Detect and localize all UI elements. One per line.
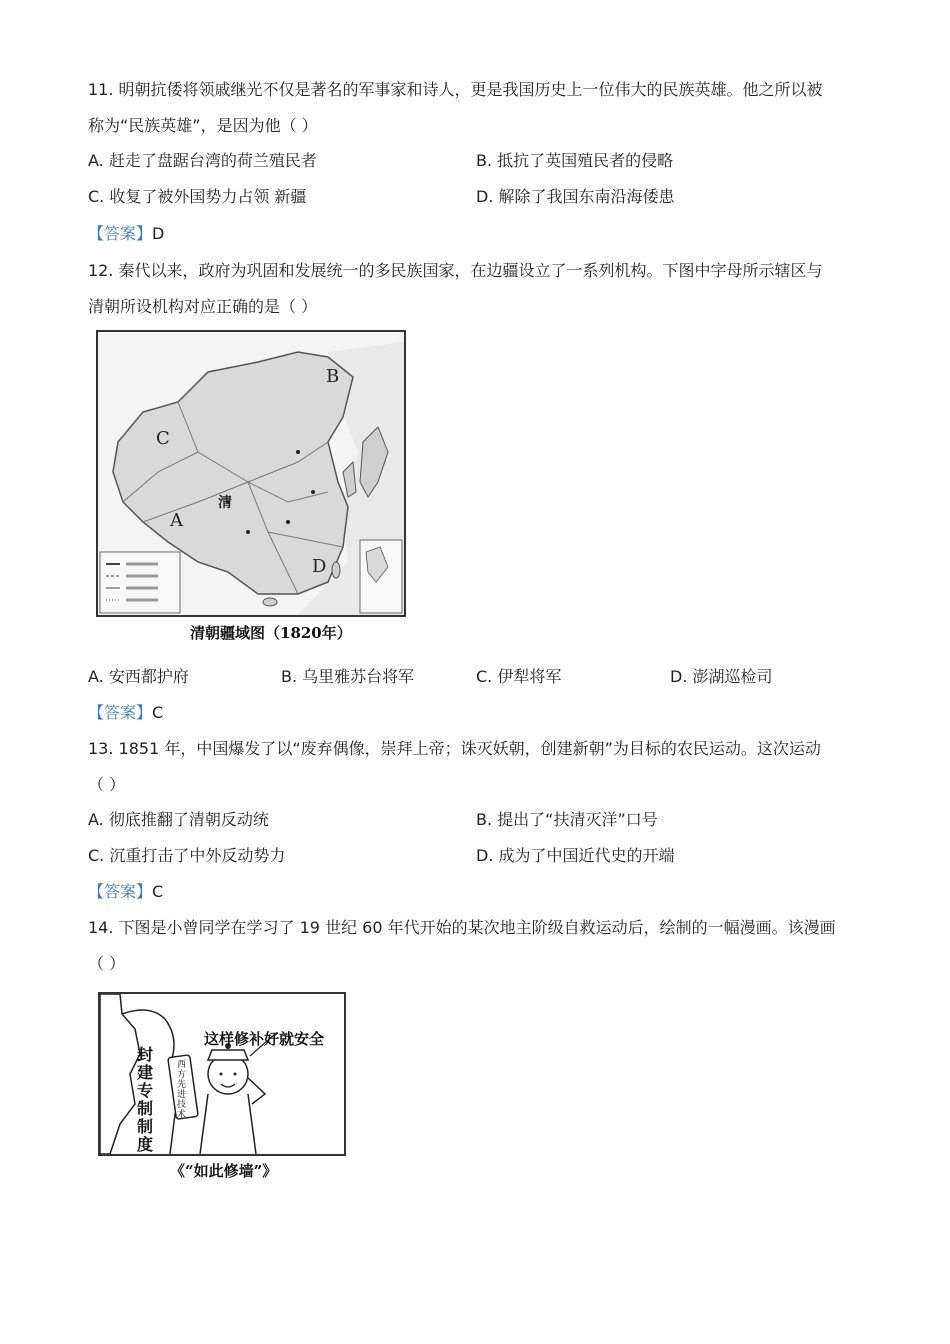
answer-tag: 【答案】 [88, 224, 153, 243]
q13-option-a: A. 彻底推翻了清朝反动统 [88, 810, 269, 829]
map-label-a: A [170, 510, 183, 531]
cartoon-wall-text: 封建专制制度 [137, 1045, 154, 1154]
q13-stem-line1: 13. 1851 年，中国爆发了以“废弃偶像，崇拜上帝；诛灭妖朝，创建新朝”为目标的农民运动。这次运动 [88, 739, 821, 758]
answer-tag: 【答案】 [88, 882, 153, 901]
q13-option-b: B. 提出了“扶清灭洋”口号 [476, 810, 658, 829]
q11-option-c: C. 收复了被外国势力占领 新疆 [88, 187, 307, 206]
q11-stem-line1: 11. 明朝抗倭将领戚继光不仅是著名的军事家和诗人，更是我国历史上一位伟大的民族英雄。他之所以被 [88, 80, 823, 99]
q11-answer [88, 223, 164, 245]
q12-answer [88, 702, 163, 724]
q13-option-d: D. 成为了中国近代史的开端 [476, 846, 675, 865]
q11-stem-line2: 称为“民族英雄”，是因为他（ ） [88, 116, 318, 135]
answer-value: C [152, 882, 164, 901]
q11-option-a: A. 赶走了盘踞台湾的荷兰殖民者 [88, 151, 317, 170]
map-drawing [98, 332, 404, 615]
q12-option-d: D. 澎湖巡检司 [670, 667, 773, 686]
answer-value: D [152, 224, 165, 243]
q14-stem-line2: （ ） [88, 954, 126, 973]
q14-cartoon-caption: 《“如此修墙”》 [170, 1162, 278, 1180]
cartoon-speech: 这样修补好就安全 [204, 1030, 325, 1048]
map-label-d: D [312, 556, 327, 577]
answer-tag: 【答案】 [88, 703, 153, 722]
q13-stem-line2: （ ） [88, 775, 126, 794]
q14-stem-line1: 14. 下图是小曾同学在学习了 19 世纪 60 年代开始的某次地主阶级自救运动后，绘制的一幅漫画。该漫画 [88, 918, 836, 937]
q12-option-b: B. 乌里雅苏台将军 [281, 667, 415, 686]
q13-option-c: C. 沉重打击了中外反动势力 [88, 846, 286, 865]
q13-answer [88, 881, 163, 903]
q11-option-b: B. 抵抗了英国殖民者的侵略 [476, 151, 674, 170]
cartoon-patch-text: 西方先进技术 [177, 1060, 187, 1120]
q12-stem-line1: 12. 秦代以来，政府为巩固和发展统一的多民族国家，在边疆设立了一系列机构。下图中字母所示辖区与 [88, 261, 823, 280]
q12-option-c: C. 伊犁将军 [476, 667, 562, 686]
q12-stem-line2: 清朝所设机构对应正确的是（ ） [88, 297, 318, 316]
map-label-b: B [326, 366, 340, 387]
q12-map-caption: 清朝疆域图（1820年） [190, 624, 352, 642]
q11-option-d: D. 解除了我国东南沿海倭患 [476, 187, 675, 206]
q12-option-a: A. 安西都护府 [88, 667, 189, 686]
map-label-c: C [156, 428, 170, 449]
map-label-qing: 清 [218, 495, 232, 511]
qing-territory-map [96, 330, 406, 617]
cartoon-wall-repair [98, 992, 346, 1156]
answer-value: C [152, 703, 164, 722]
